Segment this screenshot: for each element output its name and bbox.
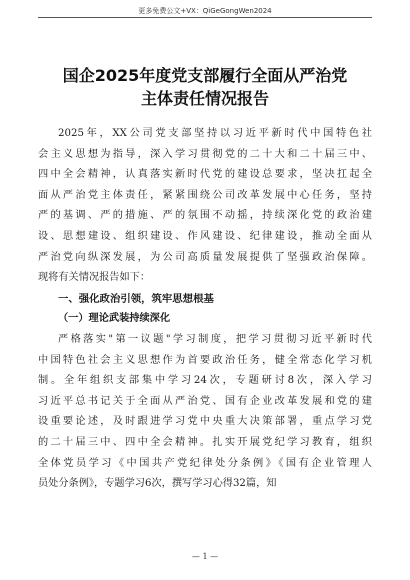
- body-paragraph-line: 中国特色社会主义思想作为首要政治任务，健全常态化学习机: [38, 354, 372, 366]
- header-note: 更多免费公文+VX：QiGeGongWen2024: [138, 7, 272, 15]
- subsection-heading: （一）理论武装持续深化: [58, 313, 171, 325]
- title-line: 国企2025年度党支部履行全面从严治党: [62, 66, 348, 85]
- document-title: [38, 64, 372, 110]
- header-rule: [38, 17, 372, 18]
- intro-paragraph-line: 严治党向纵深发展，为公司高质量发展提供了坚强政治保障。: [38, 251, 372, 263]
- body-paragraph-line: 的二十届三中、四中全会精神。扎实开展党纪学习教育，组织: [38, 436, 372, 448]
- intro-paragraph-line: 会主义思想为指导，深入学习贯彻党的二十大和二十届三中、: [38, 148, 372, 160]
- body-paragraph-line: 员处分条例》，专题学习6次，撰写学习心得32篇，知: [38, 478, 277, 490]
- intro-paragraph-line: 面从严治党主体责任，紧紧围绕公司改革发展中心任务，坚持: [38, 189, 372, 201]
- body-paragraph-line: 全体党员学习《中国共产党纪律处分条例》《国有企业管理人: [38, 457, 372, 469]
- intro-paragraph-line: 四中全会精神，认真落实新时代党的建设总要求，坚决扛起全: [38, 169, 372, 181]
- document-body: [38, 124, 372, 495]
- intro-paragraph-line: 严的基调、严的措施、严的氛围不动摇，持续深化党的政治建: [38, 210, 372, 222]
- body-paragraph-line: 习近平总书记关于全面从严治党、国有企业改革发展和党的建: [38, 395, 372, 407]
- intro-paragraph-line: 现将有关情况报告如下：: [38, 272, 151, 284]
- body-paragraph-line: 制。全年组织支部集中学习24次，专题研讨8次，深入学习: [38, 375, 372, 387]
- section-heading: 一、强化政治引领，筑牢思想根基: [58, 292, 214, 305]
- page-number: — 1 —: [191, 552, 219, 561]
- body-paragraph-line: 严格落实"第一议题"学习制度，把学习贯彻习近平新时代: [58, 333, 372, 345]
- intro-paragraph-line: 2025年，XX公司党支部坚持以习近平新时代中国特色社: [58, 128, 372, 139]
- body-paragraph-line: 设重要论述，及时跟进学习党中央重大决策部署，重点学习党: [38, 416, 372, 428]
- title-line: 主体责任情况报告: [140, 89, 269, 108]
- intro-paragraph-line: 设、思想建设、组织建设、作风建设、纪律建设，推动全面从: [38, 230, 372, 242]
